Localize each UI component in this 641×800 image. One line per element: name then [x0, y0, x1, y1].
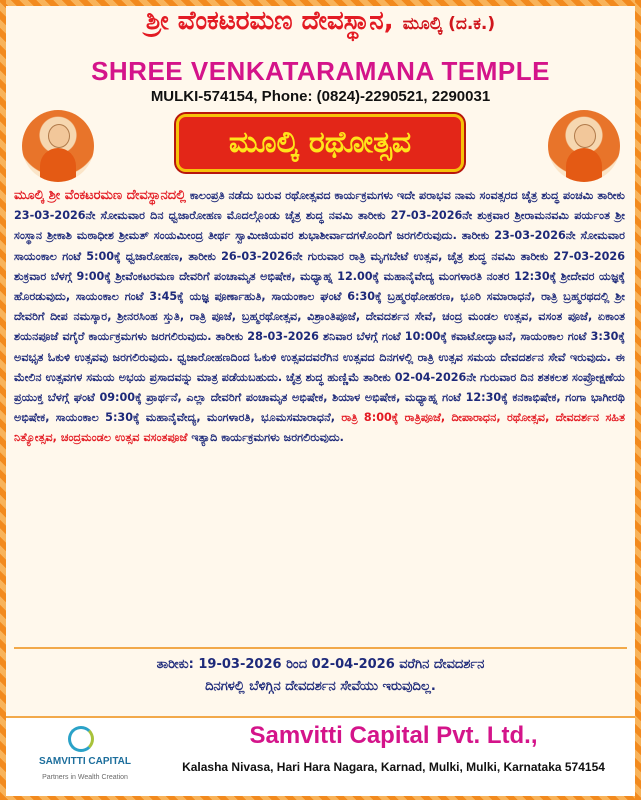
portrait-head	[574, 124, 596, 148]
notice-line-1: ತಾರೀಕು: 19-03-2026 ರಿಂದ 02-04-2026 ವರೆಗಿನ ದೇವದರ್ಶನ	[156, 657, 485, 672]
schedule-lead: ಮೂಲ್ಕಿ ಶ್ರೀ ವೆಂಕಟರಮಣ ದೇವಸ್ಥಾನದಲ್ಲಿ	[14, 188, 186, 203]
logo-brand-text: SAMVITTI CAPITAL	[38, 756, 132, 767]
swamiji-portrait-right	[548, 110, 620, 182]
temple-address: MULKI-574154, Phone: (0824)-2290521, 2290031	[150, 88, 491, 105]
sponsor-company-address: Kalasha Nivasa, Hari Hara Nagara, Karnad, Mulki, Mulki, Karnataka 574154	[182, 760, 605, 774]
schedule-body: ಕಾಲಂಪ್ರತಿ ನಡೆದು ಬರುವ ರಥೋತ್ಸವದ ಕಾರ್ಯಕ್ರಮಗಳು ಇದೇ ಪರಾಭವ ನಾಮ ಸಂವತ್ಸರದ ಚೈತ್ರ ಶುದ್ಧ ಪಂಚಮಿ ತಾರೀಕು 23-03-2026ನೇ ಸೋಮವಾರ ದಿನ ಧ್ವಜಾರೋಹಣ ಮೊದಲ್ಗೊಂಡು ಚೈತ್ರ ಶುದ್ಧ ನವಮಿ ತಾರೀಕು 27-03-2026ನೇ ಶುಕ್ರವಾರ ಶ್ರೀರಾಮನವಮಿ ಪರ್ಯಂತ ಶ್ರೀ ಸಂಸ್ಥಾನ ಶ್ರೀಕಾಶಿ ಮಠಾಧೀಶ ಶ್ರೀಮತ್ ಸಂಯಮೀಂದ್ರ ತೀರ್ಥ ಸ್ವಾಮೀಜಿಯವರ ಶುಭಾಶೀರ್ವಾದಗಳೊಂದಿಗೆ ಜರಗಲಿರುವುದು. ತಾರೀಕು 23-03-2026ನೇ ಸೋಮವಾರ ಸಾಯಂಕಾಲ ಗಂಟೆ 5:00ಕ್ಕೆ ಧ್ವಜಾರೋಹಣ, ತಾರೀಕು 26-03-2026ನೇ ಗುರುವಾರ ರಾತ್ರಿ ಮೃಗಬೇಟೆ ಉತ್ಸವ, ಚೈತ್ರ ಶುದ್ಧ ನವಮಿ ತಾರೀಕು 27-03-2026 ಶುಕ್ರವಾರ ಬೆಳಗ್ಗೆ 9:00ಕ್ಕೆ ಶ್ರೀವೆಂಕಟರಮಣ ದೇವರಿಗೆ ಪಂಚಾಮೃತ ಅಭಿಷೇಕ, ಮಧ್ಯಾಹ್ನ 12.00ಕ್ಕೆ ಮಹಾನೈವೇದ್ಯ ಮಂಗಳಾರತಿ ನಂತರ 12:30ಕ್ಕೆ ಶ್ರೀದೇವರ ಯಜ್ಞಕ್ಕೆ ಹೊರಡುವುದು, ಸಾಯಂಕಾಲ ಗಂಟೆ 3:45ಕ್ಕೆ ಯಜ್ಞ ಪೂರ್ಣಾಹುತಿ, ಸಾಯಂಕಾಲ ಘಂಟೆ 6:30ಕ್ಕೆ ಬ್ರಹ್ಮರಥೋಹರಣ, ಭೂರಿ ಸಮಾರಾಧನೆ, ರಾತ್ರಿ ಬ್ರಹ್ಮರಥದಲ್ಲಿ ಶ್ರೀ ದೇವರಿಗೆ ದೀಪ ನಮಸ್ಕಾರ, ಶ್ರೀನರಸಿಂಹ ಸ್ತುತಿ, ರಾತ್ರಿ ಪೂಜೆ, ಬ್ರಹ್ಮರಥೋತ್ಸವ, ವಿಶ್ರಾಂತಿಪೂಜೆ, ದೇವದರ್ಶನ ಸೇವೆ, ಚಂದ್ರ ಮಂಡಲ ಉತ್ಸವ, ವಸಂತ ಪೂಜೆ, ಏಕಾಂತ ಶಯನಪೂಜೆ ವಗೈರೆ ಕಾರ್ಯಕ್ರಮಗಳು ಜರಗಲಿರುವುದು. ತಾರೀಕು 28-03-2026 ಶನಿವಾರ ಬೆಳಗ್ಗೆ ಗಂಟೆ 10:00ಕ್ಕೆ ಕವಾಟೋದ್ಘಾಟನೆ, ಸಾಯಂಕಾಲ ಗಂಟೆ 3:30ಕ್ಕೆ ಅವಭೃತ ಓಕುಳಿ ಉತ್ಸವವು ಜರಗಲಿರುವುದು. ಧ್ವಜಾರೋಹಣದಿಂದ ಓಕುಳಿ ಉತ್ಸವದವರೆಗಿನ ಉತ್ಸವದ ದಿನಗಳಲ್ಲಿ ರಾತ್ರಿ ಉತ್ಸವ ಸಮಯ ದೇವದರ್ಶನ ಸೇವೆ ಇರುವುದು. ಈ ಮೇಲಿನ ಉತ್ಸವಗಳ ಸಮಯ ಅಭಯ ಪ್ರಸಾದವನ್ನು ಮಾತ್ರ ಪಡೆಯಬಹುದು. ಚೈತ್ರ ಶುದ್ಧ ಹುಣ್ಣಿಮೆ ತಾರೀಕು 02-04-2026ನೇ ಗುರುವಾರ ದಿನ ಶತಕಲಶ ಸಂಪ್ರೋಕ್ಷಣೆಯ ಪ್ರಯುಕ್ತ ಬೆಳಗ್ಗೆ ಘಂಟೆ 09:00ಕ್ಕೆ ಪ್ರಾರ್ಥನೆ, ಎಲ್ಲಾ ದೇವರಿಗೆ ಪಂಚಾಮೃತ ಅಭಿಷೇಕ, ಶಿಯಾಳ ಅಭಿಷೇಕ, ಮಧ್ಯಾಹ್ನ ಗಂಟೆ 12:30ಕ್ಕೆ ಕನಕಾಭಿಷೇಕ, ಗಂಗಾ ಭಾಗೀರಥಿ ಅಭಿಷೇಕ, ಸಾಯಂಕಾಲ 5:30ಕ್ಕೆ ಮಹಾನೈವೇದ್ಯ, ಮಂಗಳಾರತಿ, ಭೂಮಸಮಾರಾಧನೆ,	[14, 189, 625, 425]
event-schedule-text	[14, 186, 627, 641]
schedule-tail: ಇತ್ಯಾದಿ ಕಾರ್ಯಕ್ರಮಗಳು ಜರಗಲಿರುವುದು.	[187, 431, 344, 445]
temple-title-english: SHREE VENKATARAMANA TEMPLE	[91, 56, 550, 86]
portrait-head	[48, 124, 70, 148]
sponsor-company-name: Samvitti Capital Pvt. Ltd.,	[249, 722, 538, 749]
darshan-notice	[0, 654, 641, 702]
logo-tagline: Partners in Wealth Creation	[42, 774, 128, 781]
portrait-robe	[566, 148, 602, 182]
notice-line-2: ದಿನಗಳಲ್ಲಿ ಬೆಳಿಗ್ಗಿನ ದೇವದರ್ಶನ ಸೇವೆಯು ಇರುವುದಿಲ್ಲ.	[205, 679, 436, 694]
temple-place-kannada: ಮೂಲ್ಕಿ (ದ.ಕ.)	[402, 14, 496, 34]
portrait-robe	[40, 148, 76, 182]
temple-name-kannada: ಶ್ರೀ ವೆಂಕಟರಮಣ ದೇವಸ್ಥಾನ,	[145, 6, 394, 36]
rathotsava-banner	[176, 114, 464, 172]
samvitti-logo-icon	[68, 726, 94, 752]
temple-title-kannada	[0, 6, 641, 37]
section-divider	[14, 647, 627, 649]
schedule-highlight: ರಾತ್ರಿ 8:00ಕ್ಕೆ ರಾತ್ರಿಪೂಜೆ, ದೀಪಾರಾಧನ, ರಥೋತ್ಸವ, ದೇವದರ್ಶನ ಸಹಿತ ನಿತ್ಯೋತ್ಸವ, ಚಂದ್ರಮಂಡಲ ಉತ್ಸವ ವಸಂತಪೂಜೆ	[14, 411, 625, 445]
samvitti-logo	[20, 724, 150, 788]
banner-title: ಮೂಲ್ಕಿ ರಥೋತ್ಸವ	[228, 125, 412, 160]
swamiji-portrait-left	[22, 110, 94, 182]
sponsor-footer	[6, 716, 635, 796]
